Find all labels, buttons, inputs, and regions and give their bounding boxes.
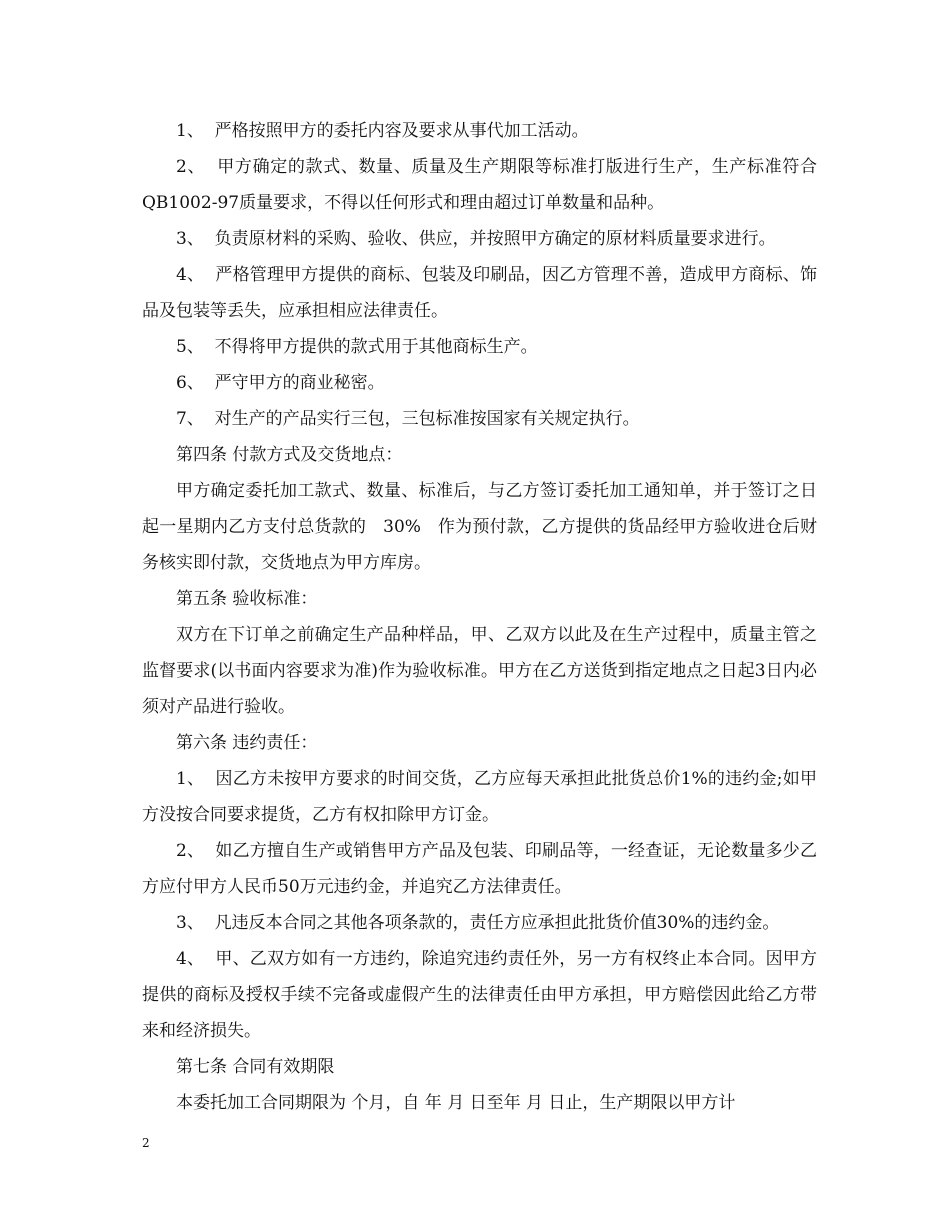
- paragraph: 3、 凡违反本合同之其他各项条款的，责任方应承担此批货价值30%的违约金。: [176, 913, 780, 933]
- paragraph: 甲方确定委托加工款式、数量、标准后，与乙方签订委托加工通知单，并于签订之日起一星期内乙方支付总货款的 30% 作为预付款，乙方提供的货品经甲方验收进仓后财务核实即付款，交货地点为甲方库房。: [142, 481, 817, 573]
- paragraph: 7、 对生产的产品实行三包，三包标准按国家有关规定执行。: [176, 409, 640, 429]
- paragraph: 1、 严格按照甲方的委托内容及要求从事代加工活动。: [176, 121, 589, 141]
- section-heading: 第七条 合同有效期限: [176, 1057, 335, 1077]
- section-heading: 第五条 验收标准：: [176, 589, 318, 609]
- paragraph: 5、 不得将甲方提供的款式用于其他商标生产。: [176, 337, 538, 357]
- section-heading: 第六条 违约责任：: [176, 733, 318, 753]
- paragraph: 2、 甲方确定的款式、数量、质量及生产期限等标准打版进行生产，生产标准符合QB1002-97质量要求，不得以任何形式和理由超过订单数量和品种。: [142, 157, 817, 213]
- page-number: 2: [142, 1136, 150, 1150]
- section-heading: 第四条 付款方式及交货地点：: [176, 445, 403, 465]
- document-body: [142, 113, 817, 1121]
- paragraph: 4、 甲、乙双方如有一方违约，除追究违约责任外，另一方有权终止本合同。因甲方提供的商标及授权手续不完备或虚假产生的法律责任由甲方承担，甲方赔偿因此给乙方带来和经济损失。: [142, 949, 817, 1041]
- paragraph: 4、 严格管理甲方提供的商标、包装及印刷品，因乙方管理不善，造成甲方商标、饰品及包装等丢失，应承担相应法律责任。: [142, 265, 817, 321]
- paragraph: 6、 严守甲方的商业秘密。: [176, 373, 385, 393]
- paragraph: 双方在下订单之前确定生产品种样品，甲、乙双方以此及在生产过程中，质量主管之监督要求(以书面内容要求为准)作为验收标准。甲方在乙方送货到指定地点之日起3日内必须对产品进行验收。: [142, 625, 817, 717]
- paragraph: 1、 因乙方未按甲方要求的时间交货，乙方应每天承担此批货总价1%的违约金;如甲方没按合同要求提货，乙方有权扣除甲方订金。: [142, 769, 817, 825]
- paragraph: 本委托加工合同期限为 个月，自 年 月 日至年 月 日止，生产期限以甲方计: [176, 1093, 736, 1113]
- paragraph: 2、 如乙方擅自生产或销售甲方产品及包装、印刷品等，一经查证，无论数量多少乙方应付甲方人民币50万元违约金，并追究乙方法律责任。: [142, 841, 817, 897]
- paragraph: 3、 负责原材料的采购、验收、供应，并按照甲方确定的原材料质量要求进行。: [176, 229, 776, 249]
